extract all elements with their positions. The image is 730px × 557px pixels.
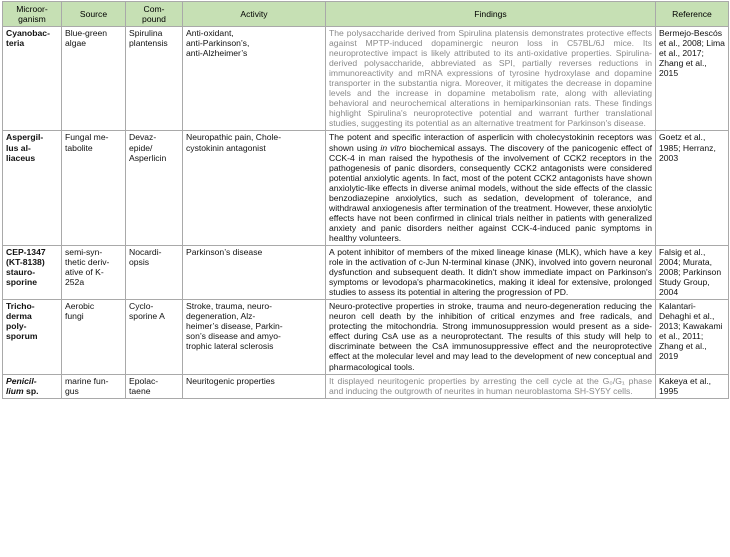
cell-reference: Kalantari-Dehaghi et al., 2013; Kawakami et al., 2011; Zhang et al., 2019 (656, 300, 729, 374)
cell-microorganism (3, 374, 62, 398)
header-reference: Reference (656, 2, 729, 27)
cell-source: Fungal me- tabolite (62, 131, 126, 246)
cell-compound: Cyclo- sporine A (126, 300, 183, 374)
header-findings: Findings (326, 2, 656, 27)
cell-compound: Epolac- taene (126, 374, 183, 398)
header-source: Source (62, 2, 126, 27)
cell-compound: Devaz- epide/ Asperlicin (126, 131, 183, 246)
cell-compound: Nocardi- opsis (126, 245, 183, 299)
header-compound: Com- pound (126, 2, 183, 27)
cell-activity: Neuritogenic properties (183, 374, 326, 398)
findings-text: biochemical assays. The discovery of the panicogenic effect of CCK-4 in man raised the hypothesis of the involvement of CCK2 receptors in the pathogenesis of panic disorders, consequently CCK2 antagonists were considered potential anxiolytic agents. In fact, most of the potent CCK2 antagonists have shown anxiolytic-like effects in diverse animal models, without the side effects of the classic benzodiazepine anxiolytics, such as sedation, development of tolerance, and withdrawal anxiogenesis after termination of the treatment. However, these anxiolytic effects have not been confirmed in clinical trials neither in patients with generalized anxiety and panic disorders neither against CCK-4-induced panic symptoms in healthy volunteers. (329, 142, 652, 243)
cell-source: semi-syn- thetic deriv- ative of K- 252a (62, 245, 126, 299)
cell-reference: Goetz et al., 1985; Herranz, 2003 (656, 131, 729, 246)
cell-reference: Kakeya et al., 1995 (656, 374, 729, 398)
header-row (3, 2, 729, 27)
header-activity: Activity (183, 2, 326, 27)
header-microorganism: Microor- ganism (3, 2, 62, 27)
findings-italic-text: in vitro (380, 142, 407, 153)
table-row (3, 131, 729, 246)
cell-findings: A potent inhibitor of members of the mixed lineage kinase (MLK), which have a key role in the activation of c-Jun N-terminal kinase (JNK), involved into govern neuronal dysfunction and subsequent death. It didn't show immediate impact on Parkinson's symptoms or levodopa's pharmacokinetics, making it ideal for extensive, prolonged studies to assess its potential in altering the progression of PD. (326, 245, 656, 299)
cell-reference: Falsig et al., 2004; Murata, 2008; Parkinson Study Group, 2004 (656, 245, 729, 299)
cell-microorganism: Tricho- derma poly- sporum (3, 300, 62, 374)
cell-source: Aerobic fungi (62, 300, 126, 374)
cell-activity: Neuropathic pain, Chole- cystokinin antagonist (183, 131, 326, 246)
cell-activity: Stroke, trauma, neuro- degeneration, Alz- heimer’s disease, Parkin- son’s disease and amyo- trophic lateral sclerosis (183, 300, 326, 374)
table-row (3, 374, 729, 398)
genus-name: Penicil- lium (6, 375, 37, 396)
table-row (3, 245, 729, 299)
table-row (3, 27, 729, 131)
cell-compound: Spirulina plantensis (126, 27, 183, 131)
cell-activity: Anti-oxidant, anti-Parkinson’s, anti-Alzheimer’s (183, 27, 326, 131)
findings-text: The potent and specific interaction of asperlicin with cholecystokinin receptors was shown using (329, 132, 652, 153)
table-body (3, 27, 729, 399)
cell-source: marine fun- gus (62, 374, 126, 398)
cell-microorganism: Cyanobac- teria (3, 27, 62, 131)
table-row (3, 300, 729, 374)
cell-microorganism: Aspergil- lus al- liaceus (3, 131, 62, 246)
cell-findings (326, 131, 656, 246)
species-suffix: sp. (23, 385, 39, 396)
cell-findings: The polysaccharide derived from Spirulina platensis demonstrates protective effects against MPTP-induced dopaminergic neuron loss in C57BL/6J mice. Its neuroprotective impact is likely attributed to its anti-oxidative properties. Spirulina-derived polysaccharide, abbreviated as SPI, partially reverses reductions in immunoreactivity and mRNA expressions of tyrosine hydroxylase and dopamine transporter in the substantia nigra. Moreover, it mitigates the decrease in dopamine levels and the increase in dopamine metabolism rate, along with alleviating behavioral and neurochemical alterations in hemiparkinsonian rats. These findings highlight Spirulina's neuroprotective potential and warrant further translational studies, suggesting its potential as an alternative treatment for Parkinson's disease. (326, 27, 656, 131)
cell-findings: It displayed neuritogenic properties by arresting the cell cycle at the G₀/G₁ phase and inducing the outgrowth of neurites in human neuroblastoma SH-SY5Y cells. (326, 374, 656, 398)
cell-findings: Neuro-protective properties in stroke, trauma and neuro-degeneration reducing the neuron cell death by the inhibition of critical enzymes and free radicals, and protecting the mitochondria. Strong immunosuppression would present as a side-effect during CsA use as a neuroprotectant. The results of this study will help to discriminate between the CsA immunosuppressive effect and the neuroprotective effect at the molecular level and may lead to the development of new conceptual and pharmacological tools. (326, 300, 656, 374)
data-table (2, 1, 729, 399)
cell-source: Blue-green algae (62, 27, 126, 131)
cell-reference: Bermejo-Bescós et al., 2008; Lima et al., 2017; Zhang et al., 2015 (656, 27, 729, 131)
table-header (3, 2, 729, 27)
cell-activity: Parkinson’s disease (183, 245, 326, 299)
cell-microorganism: CEP-1347 (KT-8138) stauro- sporine (3, 245, 62, 299)
